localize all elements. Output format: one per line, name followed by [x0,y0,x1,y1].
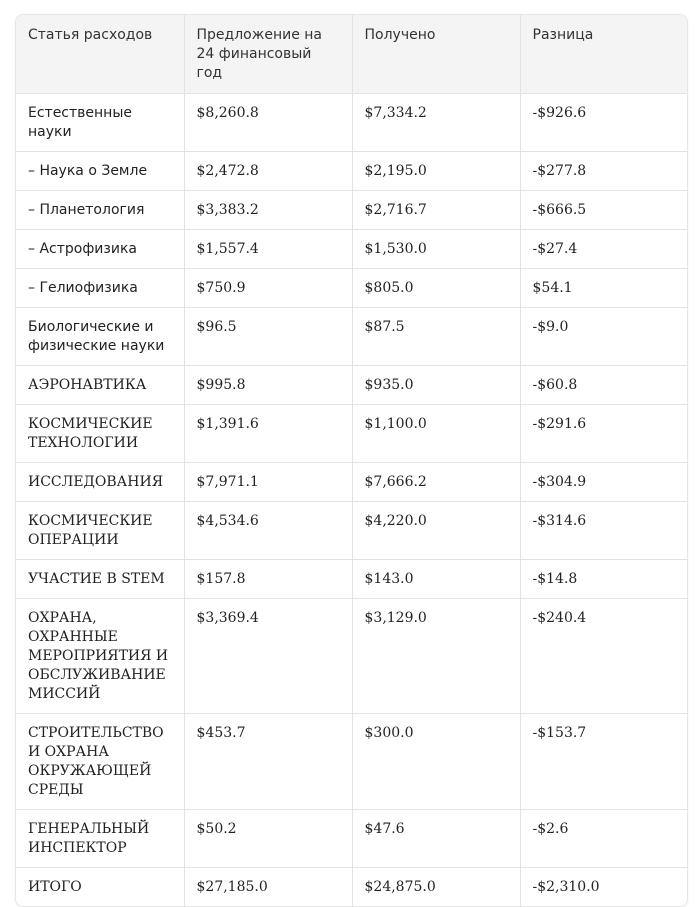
cell-proposal: $96.5 [184,308,352,366]
cell-expense-item: АЭРОНАВТИКА [16,366,184,405]
cell-expense-item: УЧАСТИЕ В STEM [16,560,184,599]
table-row [16,810,687,868]
cell-received: $143.0 [352,560,520,599]
cell-proposal: $50.2 [184,810,352,868]
cell-difference: -$926.6 [520,94,687,152]
cell-proposal: $27,185.0 [184,868,352,907]
table-row [16,230,687,269]
cell-received: $2,716.7 [352,191,520,230]
table-header-row [16,15,687,94]
cell-received: $7,666.2 [352,463,520,502]
cell-difference: -$2,310.0 [532,879,600,895]
budget-table [16,15,687,906]
cell-proposal: $4,534.6 [184,502,352,560]
budget-table-container [15,14,688,907]
cell-received: $2,195.0 [352,152,520,191]
cell-received: $4,220.0 [352,502,520,560]
cell-proposal: $3,369.4 [184,599,352,714]
cell-difference: -$153.7 [520,714,687,810]
cell-difference: -$240.4 [520,599,687,714]
cell-difference: -$277.8 [520,152,687,191]
cell-difference: -$27.4 [520,230,687,269]
cell-proposal: $3,383.2 [184,191,352,230]
cell-proposal: $1,557.4 [184,230,352,269]
cell-received: $3,129.0 [352,599,520,714]
table-row [16,308,687,366]
cell-difference: -$2.6 [520,810,687,868]
cell-received: $7,334.2 [352,94,520,152]
cell-expense-item: ОХРАНА, ОХРАННЫЕ МЕРОПРИЯТИЯ И ОБСЛУЖИВАНИЕ МИССИЙ [16,599,184,714]
cell-received: $1,530.0 [352,230,520,269]
table-row [16,94,687,152]
table-row [16,366,687,405]
cell-difference: -$14.8 [520,560,687,599]
cell-proposal: $7,971.1 [184,463,352,502]
cell-expense-item: Естественные науки [16,94,184,152]
cell-proposal: $2,472.8 [184,152,352,191]
table-row [16,463,687,502]
table-row [16,269,687,308]
cell-expense-item: КОСМИЧЕСКИЕ ТЕХНОЛОГИИ [16,405,184,463]
cell-received: $935.0 [352,366,520,405]
cell-expense-item: СТРОИТЕЛЬСТВО И ОХРАНА ОКРУЖАЮЩЕЙ СРЕДЫ [16,714,184,810]
cell-expense-item: ГЕНЕРАЛЬНЫЙ ИНСПЕКТОР [16,810,184,868]
cell-expense-item: Биологические и физические науки [16,308,184,366]
header-difference: Разница [520,15,687,94]
cell-received: $87.5 [352,308,520,366]
header-received: Получено [352,15,520,94]
cell-expense-item: – Гелиофизика [16,269,184,308]
cell-difference: -$9.0 [520,308,687,366]
cell-difference: -$60.8 [520,366,687,405]
cell-received: $47.6 [352,810,520,868]
table-row [16,560,687,599]
cell-proposal: $157.8 [184,560,352,599]
cell-expense-item: КОСМИЧЕСКИЕ ОПЕРАЦИИ [16,502,184,560]
cell-expense-item: ИТОГО [16,868,184,907]
cell-difference: -$314.6 [520,502,687,560]
cell-difference: -$291.6 [520,405,687,463]
cell-received: $300.0 [352,714,520,810]
table-row [16,714,687,810]
header-proposal: Предложение на 24 финансовый год [184,15,352,94]
cell-difference: -$304.9 [520,463,687,502]
table-row [16,191,687,230]
table-row [16,599,687,714]
cell-difference: $54.1 [520,269,687,308]
cell-difference: -$666.5 [520,191,687,230]
cell-proposal: $453.7 [184,714,352,810]
table-row [16,405,687,463]
header-expense-item: Статья расходов [16,15,184,94]
table-row [16,868,687,907]
cell-expense-item: ИССЛЕДОВАНИЯ [16,463,184,502]
cell-proposal: $750.9 [184,269,352,308]
cell-proposal: $1,391.6 [184,405,352,463]
cell-received: $24,875.0 [352,868,520,907]
cell-expense-item: – Планетология [16,191,184,230]
table-row [16,152,687,191]
cell-received: $1,100.0 [352,405,520,463]
cell-expense-item: – Наука о Земле [16,152,184,191]
cell-proposal: $8,260.8 [184,94,352,152]
cell-proposal: $995.8 [184,366,352,405]
cell-expense-item: – Астрофизика [16,230,184,269]
cell-received: $805.0 [352,269,520,308]
table-row [16,502,687,560]
